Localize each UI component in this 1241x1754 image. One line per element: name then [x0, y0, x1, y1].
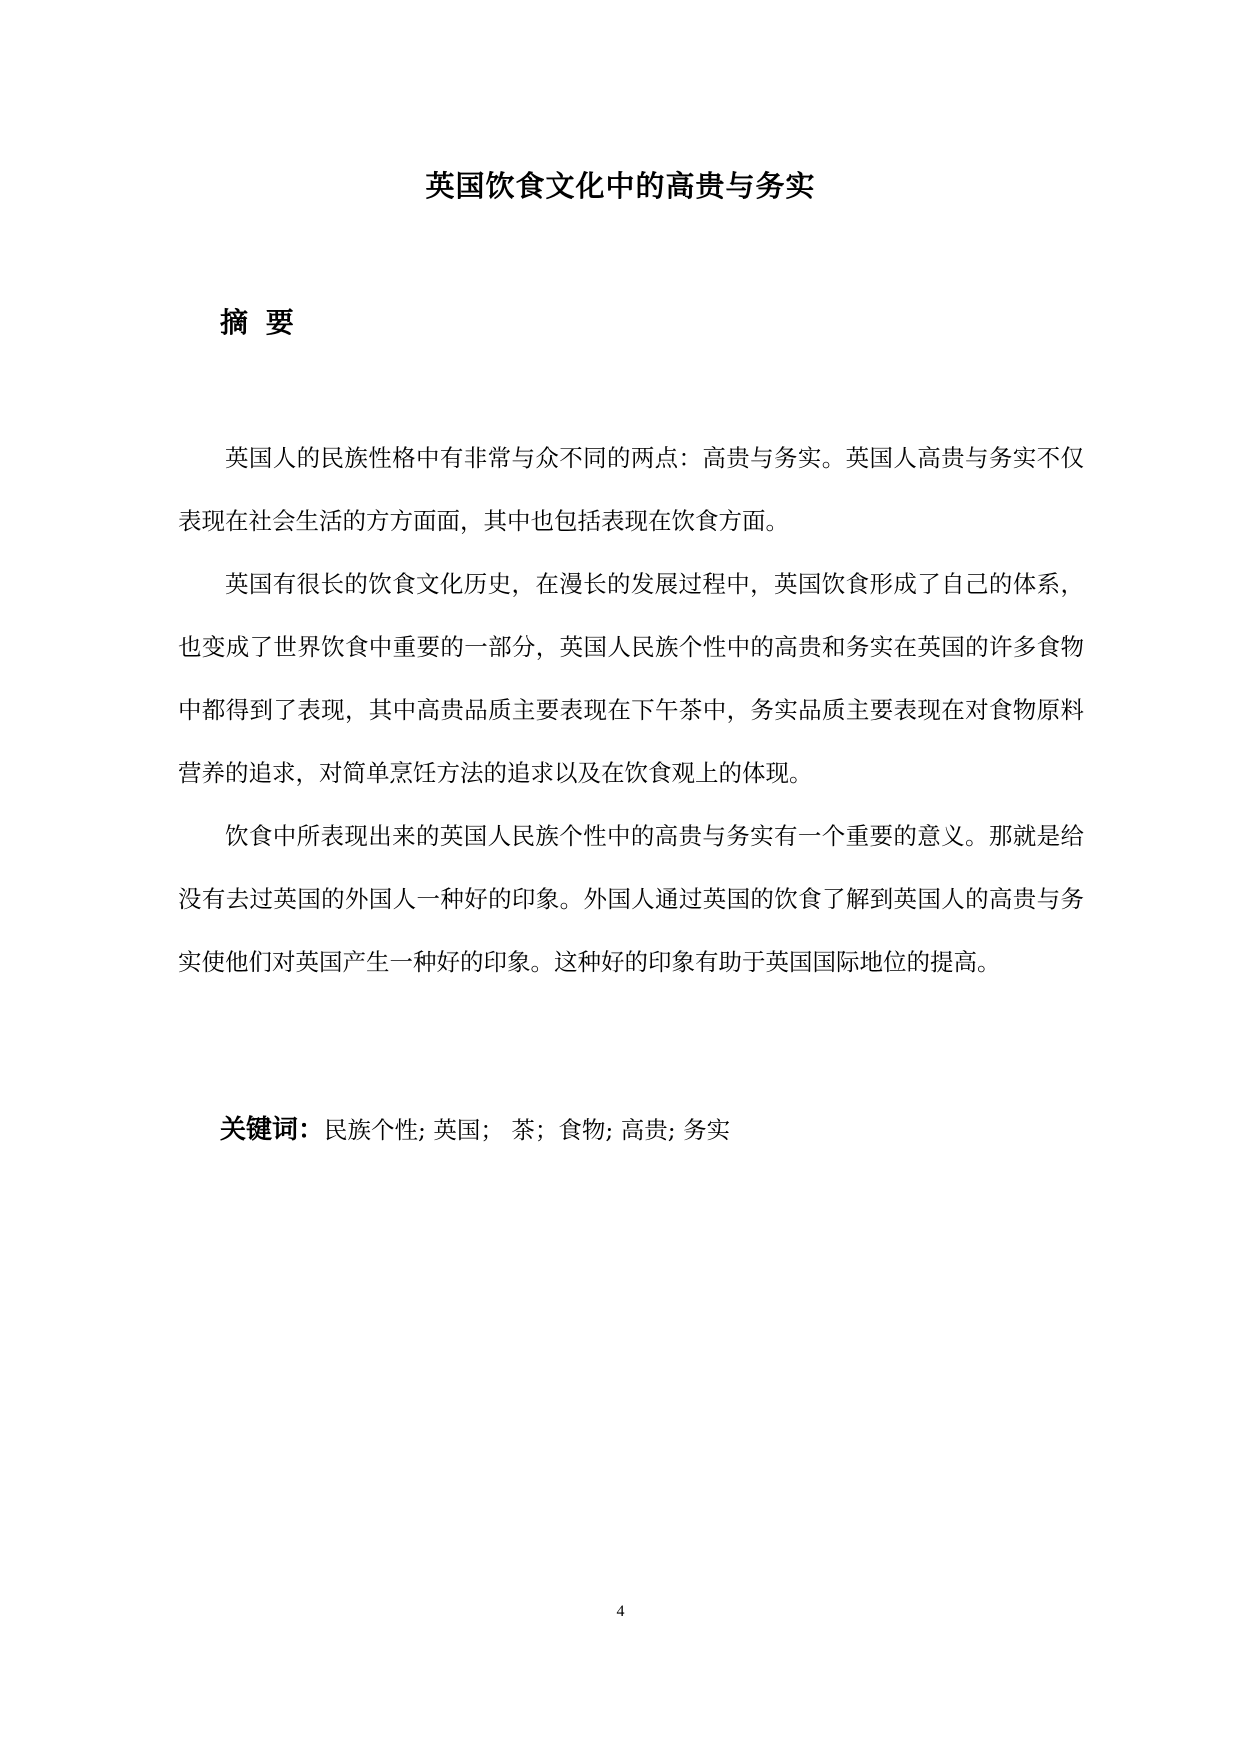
page-number: 4 — [616, 1603, 625, 1620]
abstract-heading: 摘 要 — [220, 306, 298, 339]
keywords-line — [220, 1110, 730, 1151]
abstract-paragraph-3: 饮食中所表现出来的英国人民族个性中的高贵与务实有一个重要的意义。那就是给没有去过英国的外国人一种好的印象。外国人通过英国的饮食了解到英国人的高贵与务实使他们对英国产生一种好的印象。这种好的印象有助于英国国际地位的提高。 — [178, 822, 1084, 976]
keywords-label: 关键词： — [220, 1115, 325, 1145]
document-title: 英国饮食文化中的高贵与务实 — [425, 169, 816, 203]
abstract-paragraph-1: 英国人的民族性格中有非常与众不同的两点：高贵与务实。英国人高贵与务实不仅表现在社会生活的方方面面，其中也包括表现在饮食方面。 — [178, 444, 1084, 535]
keywords-text: 民族个性; 英国； 茶；食物; 高贵; 务实 — [324, 1116, 731, 1144]
abstract-paragraph-2: 英国有很长的饮食文化历史，在漫长的发展过程中，英国饮食形成了自己的体系，也变成了世界饮食中重要的一部分，英国人民族个性中的高贵和务实在英国的许多食物中都得到了表现，其中高贵品质主要表现在下午茶中，务实品质主要表现在对食物原料营养的追求，对简单烹饪方法的追求以及在饮食观上的体现。 — [178, 570, 1084, 787]
abstract-body — [178, 427, 1084, 994]
